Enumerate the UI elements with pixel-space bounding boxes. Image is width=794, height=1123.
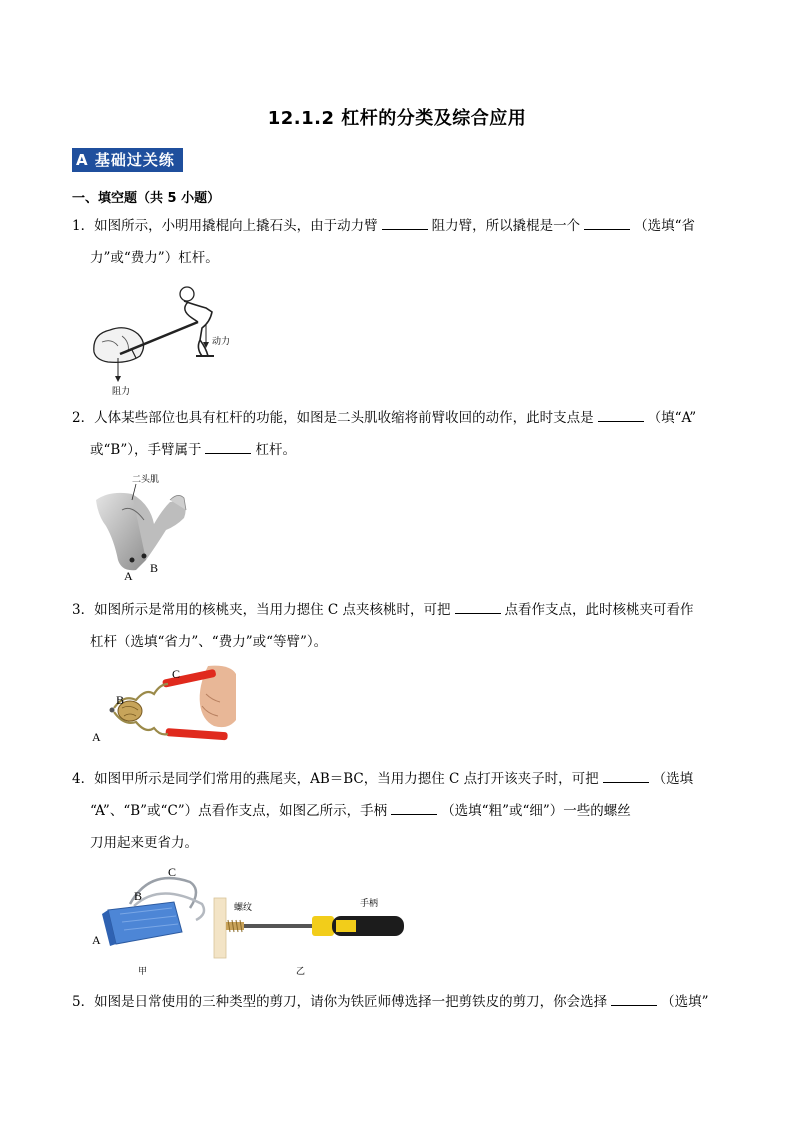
question-2 bbox=[72, 402, 724, 466]
figure-arm bbox=[92, 470, 192, 585]
label-biceps: 二头肌 bbox=[132, 475, 160, 485]
question-3-text-a: 3．如图所示是常用的核桃夹，当用力摁住 C 点夹核桃时，可把 bbox=[72, 602, 451, 618]
answer-blank[interactable] bbox=[598, 407, 644, 422]
answer-blank[interactable] bbox=[382, 215, 428, 230]
question-2-text-b: （填“A” bbox=[647, 410, 697, 426]
question-1-text-c: （选填“省 bbox=[634, 218, 695, 234]
figure-binder-clip bbox=[90, 862, 210, 982]
answer-blank[interactable] bbox=[611, 991, 657, 1006]
page-title: 12.1.2 杠杆的分类及综合应用 bbox=[267, 108, 527, 129]
label-thread: 螺纹 bbox=[234, 903, 253, 913]
answer-blank[interactable] bbox=[455, 599, 501, 614]
answer-blank[interactable] bbox=[205, 439, 251, 454]
answer-blank[interactable] bbox=[391, 800, 437, 815]
question-3-text-b: 点看作支点，此时核桃夹可看作 bbox=[504, 602, 694, 618]
question-2-text-d: 杠杆。 bbox=[255, 442, 296, 458]
question-5 bbox=[72, 986, 724, 1018]
label-point-a: A bbox=[92, 730, 101, 744]
figure-nutcracker bbox=[90, 664, 240, 749]
label-figure-yi: 乙 bbox=[296, 967, 306, 977]
question-5-text-a: 5．如图是日常使用的三种类型的剪刀，请你为铁匠师傅选择一把剪铁皮的剪刀，你会选择 bbox=[72, 994, 608, 1010]
section-heading: 一、填空题（共 5 小题） bbox=[72, 191, 221, 206]
label-point-a: A bbox=[92, 933, 101, 947]
question-3 bbox=[72, 594, 724, 658]
question-1 bbox=[72, 210, 724, 274]
question-1-text-a: 1．如图所示，小明用撬棍向上撬石头，由于动力臂 bbox=[72, 218, 378, 234]
question-2-text-c: 或“B”），手臂属于 bbox=[90, 442, 202, 458]
label-point-c: C bbox=[168, 865, 177, 879]
figure-screwdriver bbox=[212, 890, 412, 982]
question-2-text-a: 2．人体某些部位也具有杠杆的功能，如图是二头肌收缩将前臂收回的动作，此时支点是 bbox=[72, 410, 594, 426]
label-point-b: B bbox=[150, 561, 159, 575]
label-point-b: B bbox=[134, 889, 143, 903]
question-4 bbox=[72, 763, 724, 859]
question-5-text-b: （选填” bbox=[661, 994, 709, 1010]
question-1-text-b: 阻力臂，所以撬棍是一个 bbox=[431, 218, 581, 234]
answer-blank[interactable] bbox=[603, 768, 649, 783]
label-handle: 手柄 bbox=[360, 899, 379, 909]
label-resistance-force: 阻力 bbox=[112, 387, 131, 397]
question-4-text-d: （选填“粗”或“细”）一些的螺丝 bbox=[441, 803, 631, 819]
question-3-text-line2: 杠杆（选填“省力”、“费力”或“等臂”）。 bbox=[90, 634, 328, 650]
label-point-a: A bbox=[124, 569, 133, 583]
question-4-text-b: （选填 bbox=[652, 771, 694, 787]
question-1-text-line2: 力”或“费力”）杠杆。 bbox=[90, 250, 219, 266]
label-figure-jia: 甲 bbox=[138, 967, 148, 977]
question-4-text-a: 4．如图甲所示是同学们常用的燕尾夹，AB＝BC，当用力摁住 C 点打开该夹子时，可把 bbox=[72, 771, 599, 787]
question-4-text-line3: 刀用起来更省力。 bbox=[90, 835, 198, 851]
label-point-c: C bbox=[172, 667, 181, 681]
label-point-b: B bbox=[116, 693, 125, 707]
figure-crowbar bbox=[88, 282, 248, 402]
question-4-text-c: “A”、“B”或“C”）点看作支点，如图乙所示，手柄 bbox=[90, 803, 388, 819]
label-effort-force: 动力 bbox=[212, 337, 231, 347]
answer-blank[interactable] bbox=[584, 215, 630, 230]
section-banner: A 基础过关练 bbox=[72, 148, 183, 172]
